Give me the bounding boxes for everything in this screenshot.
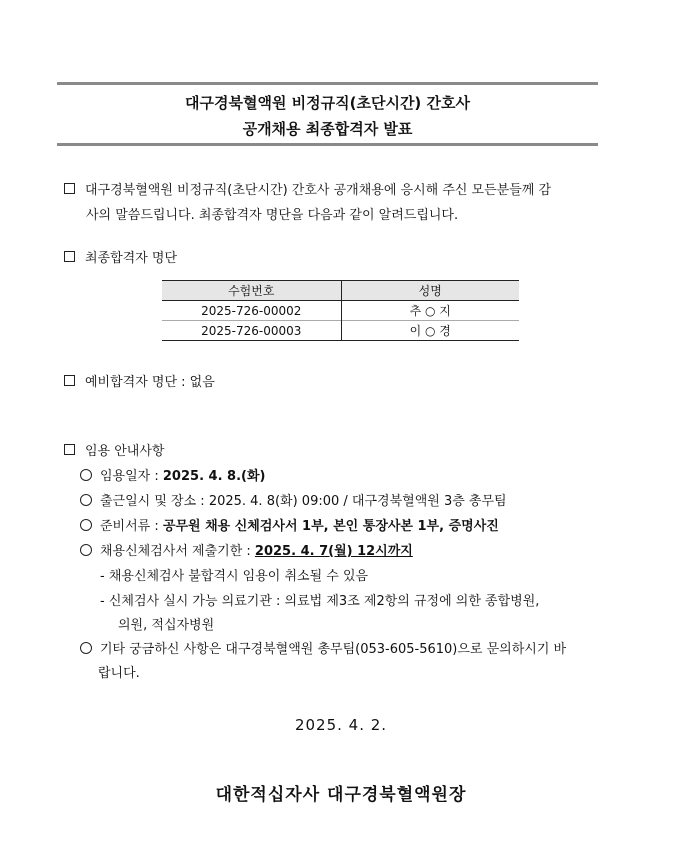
announcement-date: 2025. 4. 2.: [294, 716, 388, 734]
intro-line-1: 대구경북혈액원 비정규직(초단시간) 간호사 공개채용에 응시해 주신 모든분들께 감: [85, 183, 552, 198]
final-list-heading: [64, 248, 177, 270]
exam-no-cell: 2025-726-00003: [162, 321, 341, 341]
deadline-note-1: - 채용신체검사 불합격시 임용이 취소될 수 있음: [100, 569, 369, 584]
reserve-list-text: 예비합격자 명단 : 없음: [85, 375, 215, 390]
note2-line-1: - 신체검사 실시 가능 의료기관 : 의료법 제3조 제2항의 규정에 의한 종합병원,: [100, 594, 540, 609]
square-bullet-icon: [64, 444, 75, 455]
guide-heading: [64, 441, 164, 463]
intro-paragraph: [64, 178, 616, 228]
square-bullet-icon: [64, 375, 75, 386]
guide-item-documents: [80, 515, 618, 539]
circle-bullet-icon: [80, 519, 92, 531]
guide-item-report: [80, 490, 618, 514]
title-line-1: 대구경북혈액원 비정규직(초단시간) 간호사: [185, 94, 470, 112]
issuer-signature: 대한적십자사 대구경북혈액원장: [215, 785, 467, 805]
name-cell: 이 ○ 경: [341, 321, 519, 341]
final-list-heading-text: 최종합격자 명단: [85, 251, 178, 266]
table-row: [162, 301, 519, 321]
deadline-note-2: [100, 590, 618, 638]
deadline-label: 채용신체검사서 제출기한 :: [100, 544, 255, 559]
exam-no-cell: 2025-726-00002: [201, 303, 302, 318]
square-bullet-icon: [64, 251, 75, 262]
circle-bullet-icon: [80, 469, 92, 481]
guide-item-deadline: [80, 540, 618, 564]
circle-bullet-icon: [80, 494, 92, 506]
circle-bullet-icon: [80, 642, 92, 654]
table-row: [162, 321, 519, 341]
note2-line-2: 의원, 적십자병원: [118, 618, 215, 633]
column-header-exam-no: 수험번호: [162, 281, 341, 301]
square-bullet-icon: [64, 183, 75, 194]
guide-heading-text: 임용 안내사항: [85, 444, 165, 459]
name-cell: 추 ○ 지: [341, 301, 519, 321]
guide-item-contact: [80, 638, 618, 686]
docs-value: 공무원 채용 신체검사서 1부, 본인 통장사본 1부, 증명사진: [162, 519, 499, 534]
report-text: 출근일시 및 장소 : 2025. 4. 8(화) 09:00 / 대구경북혈액원 3층 총무팀: [100, 494, 507, 509]
contact-line-1: 기타 궁금하신 사항은 대구경북혈액원 총무팀(053-605-5610)으로 문의하시기 바: [100, 642, 567, 657]
final-list-table: [162, 280, 519, 341]
reserve-list-heading: [64, 372, 215, 394]
docs-label: 준비서류 :: [100, 519, 163, 534]
intro-line-2: 사의 말씀드립니다. 최종합격자 명단을 다음과 같이 알려드립니다.: [86, 208, 459, 223]
appoint-value: 2025. 4. 8.(화): [162, 469, 266, 484]
document-title: [57, 82, 598, 146]
title-line-2: 공개채용 최종합격자 발표: [242, 120, 413, 138]
guide-item-appoint-date: [80, 465, 618, 489]
circle-bullet-icon: [80, 544, 92, 556]
contact-line-2: 랍니다.: [98, 666, 140, 681]
appoint-label: 임용일자 :: [100, 469, 163, 484]
deadline-value: 2025. 4. 7(월) 12시까지: [254, 544, 413, 559]
column-header-name: 성명: [341, 281, 519, 301]
